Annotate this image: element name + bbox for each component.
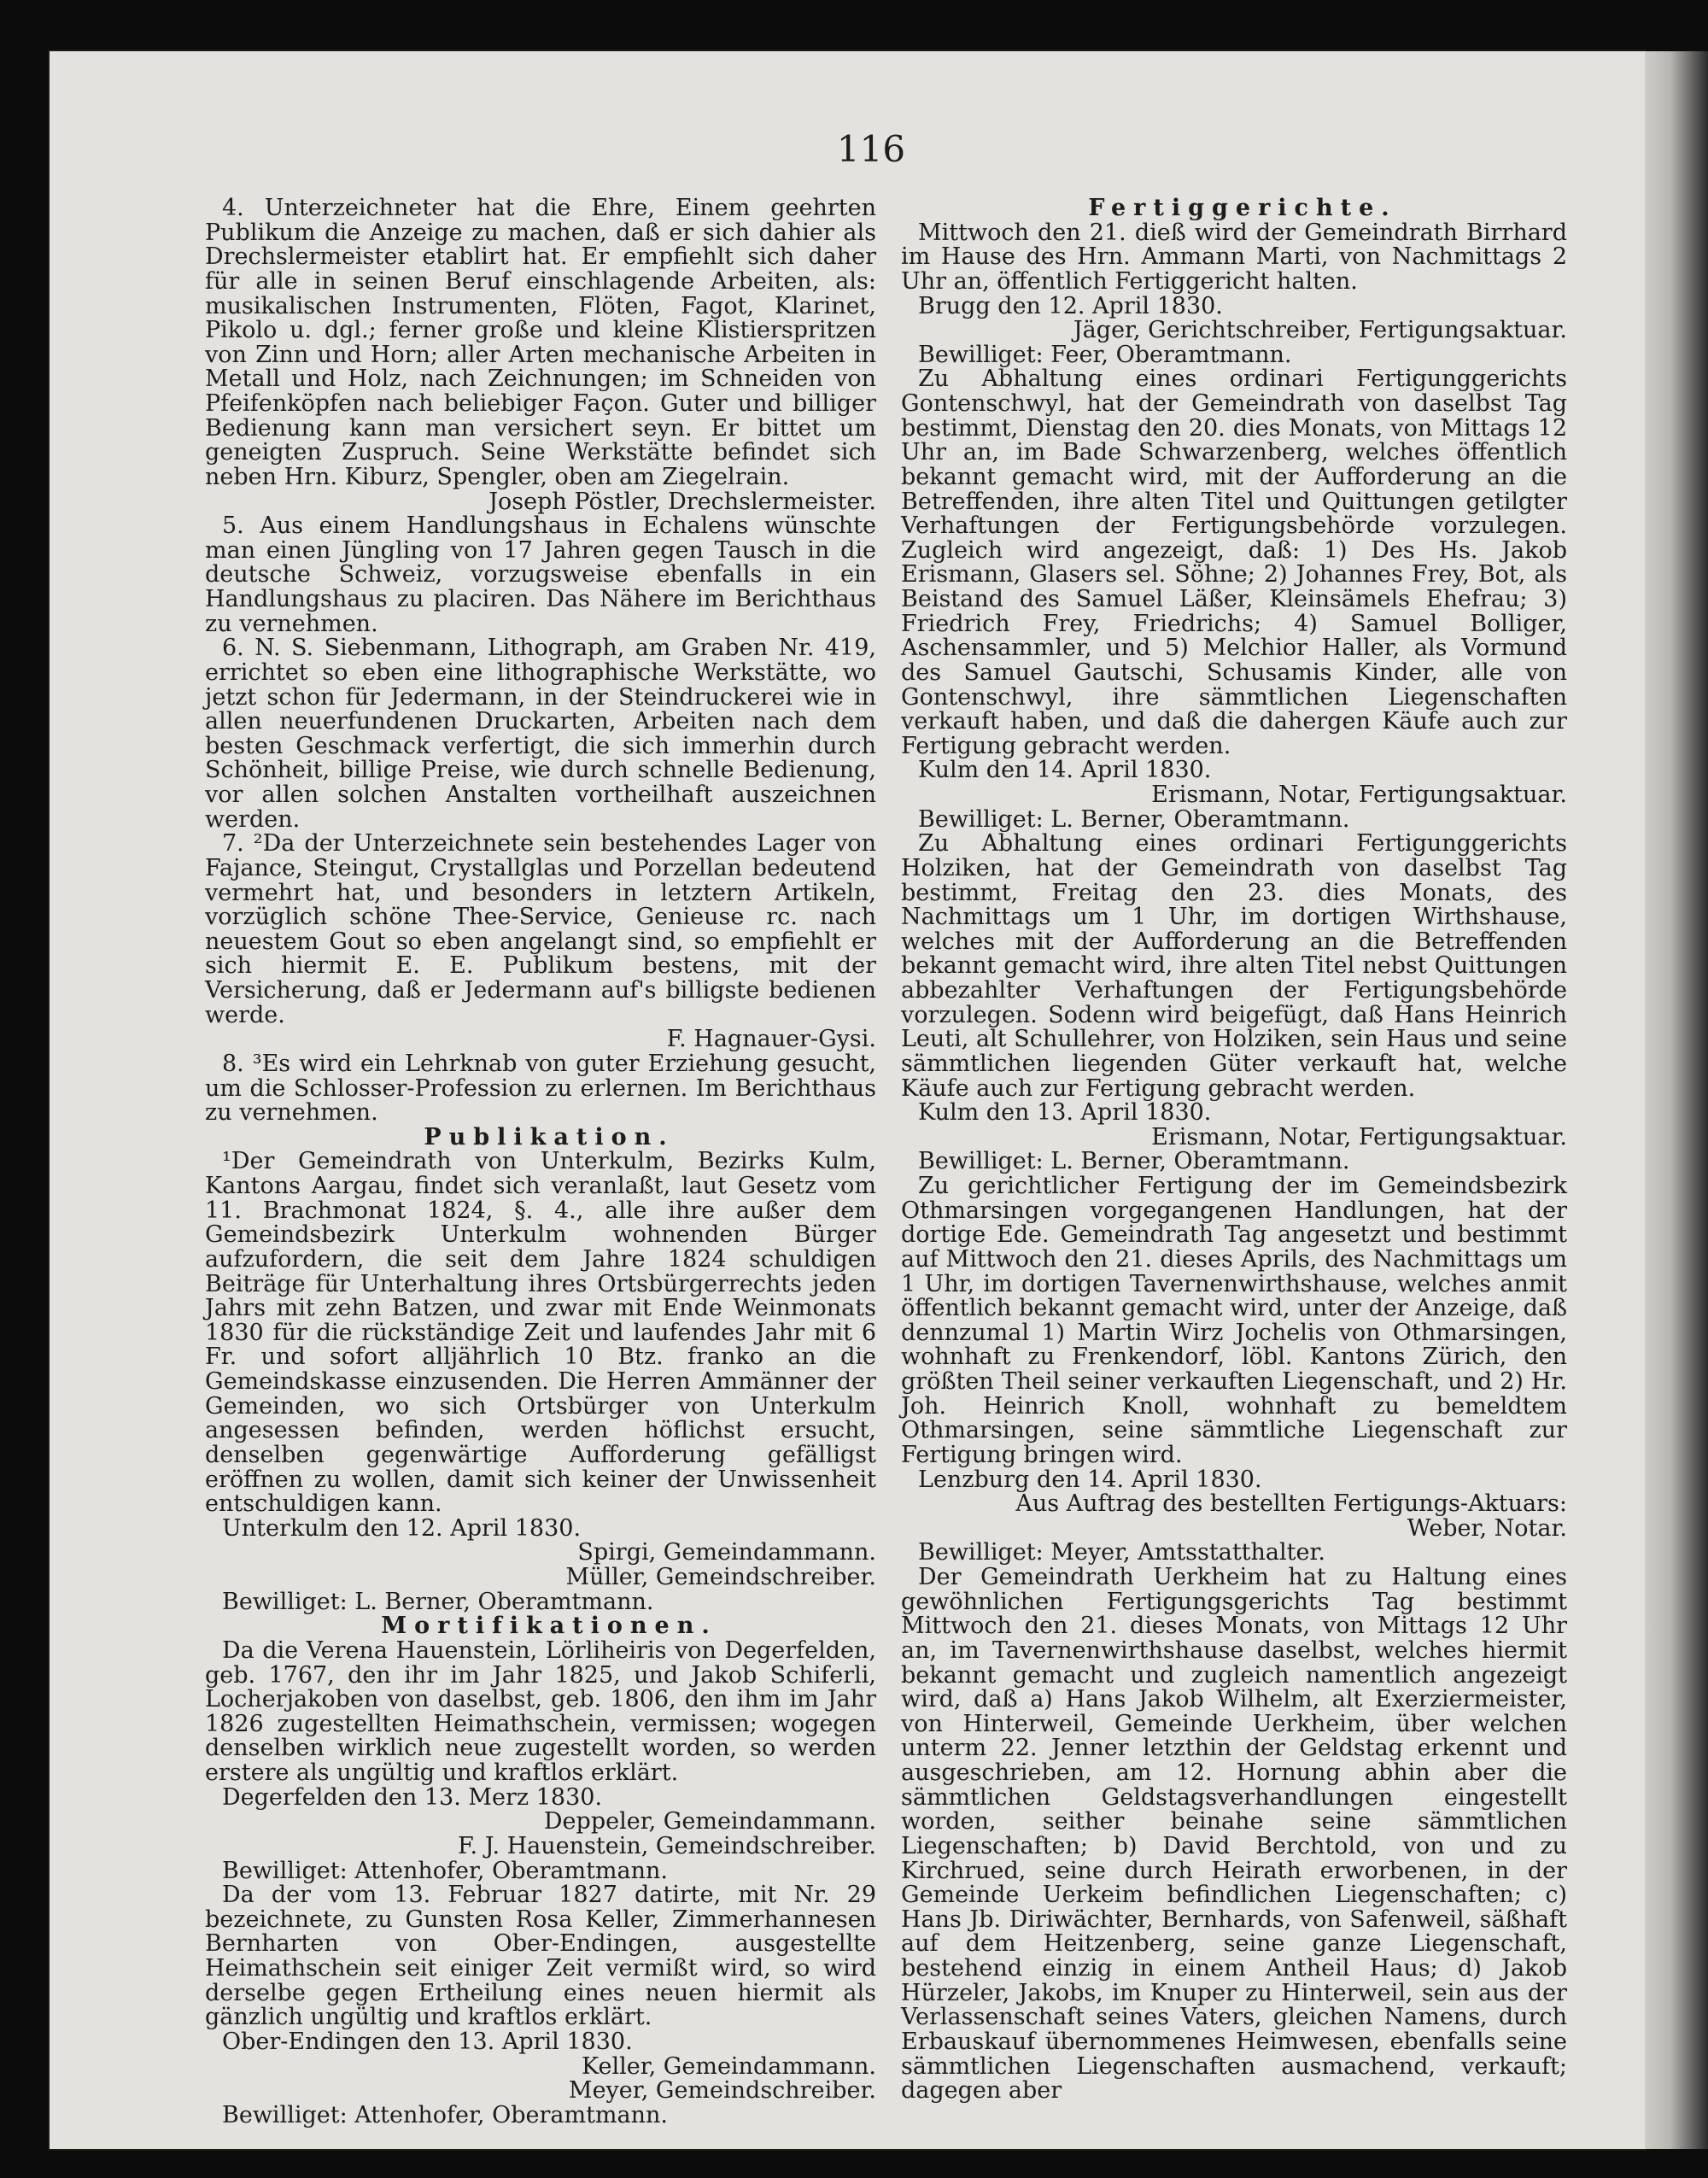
date-line: Brugg den 12. April 1830. [918, 292, 1223, 319]
approval-line: Bewilliget: Attenhofer, Oberamtmann. [222, 2101, 668, 2128]
notice-paragraph: 7. ²Da der Unterzeichnete sein bestehendes Lager von Fajance, Steingut, Crystallglas und Porzellan bedeutend vermehrt hat, und besonders in letztern Artikeln, vorzüglich schöne Thee-Service, Genieuse rc. nach neuestem Gout so eben angelangt sind, so empfiehlt er sich hiermit E. E. Publikum bestens, mit der Versicherung, daß er Jedermann auf's billigste bedienen werde. [205, 830, 876, 1028]
notice-paragraph: Da die Verena Hauenstein, Lörliheiris von Degerfelden, geb. 1767, den ihr im Jahr 1825, und Jakob Schiferli, Locherjakoben von daselbst, geb. 1806, den ihm im Jahr 1826 zugestellten Heimathschein, vermissen; wogegen denselben wirklich neue zugestellt worden, so werden erstere als ungültig und kraftlos erklärt. [205, 1636, 876, 1786]
page-number: 116 [836, 128, 906, 170]
notice-paragraph: Mittwoch den 21. dieß wird der Gemeindrath Birrhard im Hause des Hrn. Ammann Marti, von Nachmittags 2 Uhr an, öffentlich Fertiggericht halten. [901, 219, 1567, 295]
date-line: Kulm den 13. April 1830. [918, 1099, 1212, 1127]
signature-line: Keller, Gemeindammann. [582, 2052, 876, 2080]
date-line: Kulm den 14. April 1830. [918, 757, 1212, 784]
notice-paragraph: Zu gerichtlicher Fertigung der im Gemeindsbezirk Othmarsingen vorgegangenen Handlungen, hat der dortige Ede. Gemeindrath Tag angesetzt und bestimmt auf Mittwoch den 21. dieses Aprils, des Nachmittags um 1 Uhr, im dortigen Tavernenwirthshause, welches anmit öffentlich bekannt gemacht wird, unter der Anzeige, daß dennzumal 1) Martin Wirz Jochelis von Othmarsingen, wohnhaft zu Frenkendorf, löbl. Kantons Zürich, den größten Theil seiner verkauften Liegenschaft, und 2) Hr. Joh. Heinrich Knoll, wohnhaft zu bemeldtem Othmarsingen, seine sämmtliche Liegenschaft zur Fertigung bringen wird. [901, 1173, 1567, 1468]
signature-line: Müller, Gemeindschreiber. [565, 1564, 876, 1590]
notice-paragraph: Da der vom 13. Februar 1827 datirte, mit Nr. 29 bezeichnete, zu Gunsten Rosa Keller, Zimmerhannesen Bernharten von Ober-Endingen, ausgestellte Heimathschein seit einiger Zeit vermißt wird, so wird derselbe gegen Ertheilung eines neuen hiermit als gänzlich ungültig und kraftlos erklärt. [205, 1882, 876, 2031]
approval-line: Bewilliget: L. Berner, Oberamtmann. [222, 1588, 654, 1615]
date-line: Ober-Endingen den 13. April 1830. [222, 2028, 633, 2055]
signature-line: Erismann, Notar, Fertigungsaktuar. [1151, 1123, 1567, 1150]
notice-paragraph: 4. Unterzeichneter hat die Ehre, Einem geehrten Publikum die Anzeige zu machen, daß er sich dahier als Drechslermeister etablirt hat. Er empfiehlt sich daher für alle in seinen Beruf einschlagende Arbeiten, als: musikalischen Instrumenten, Flöten, Fagot, Klarinet, Pikolo u. dgl.; ferner große und kleine Klistierspritzen von Zinn und Horn; aller Arten mechanische Arbeiten in Metall und Holz, nach Zeichnungen; im Schneiden von Pfeifenköpfen nach beliebiger Façon. Guter und billiger Bedienung kann man versichert seyn. Er bittet um geneigten Zuspruch. Seine Werkstätte befindet sich neben Hrn. Kiburz, Spengler, oben am Ziegelrain. [205, 195, 876, 490]
approval-line: Bewilliget: Meyer, Amtsstatthalter. [918, 1539, 1326, 1566]
section-heading: Publikation. [424, 1123, 675, 1150]
approval-line: Bewilliget: L. Berner, Oberamtmann. [918, 1148, 1350, 1175]
signature-line: F. Hagnauer-Gysi. [666, 1026, 876, 1053]
section-heading: Mortifikationen. [381, 1613, 717, 1640]
notice-paragraph: Zu Abhaltung eines ordinari Fertigunggerichts Holziken, hat der Gemeindrath von daselbst Tag bestimmt, Freitag den 23. dies Monats, des Nachmittags um 1 Uhr, im dortigen Wirthshause, welches mit der Aufforderung an die Betreffenden bekannt gemacht wird, ihre alten Titel nebst Quittungen abbezahlter Verhaftungen der Fertigungsbehörde vorzulegen. Sodenn wird beigefügt, daß Hans Heinrich Leuti, alt Schullehrer, von Holziken, sein Haus und seine sämmtlichen liegenden Güter verkauft hat, welche Käufe auch zur Fertigung gebracht werden. [901, 830, 1567, 1102]
page-edge-shadow [1645, 51, 1708, 2149]
date-line: Degerfelden den 13. Merz 1830. [222, 1783, 603, 1811]
notice-paragraph: Der Gemeindrath Uerkheim hat zu Haltung eines gewöhnlichen Fertigungsgerichts Tag bestimmt Mittwoch den 21. dieses Monats, von Mittags 12 Uhr an, im Tavernenwirthshause daselbst, welches hiermit bekannt gemacht und zugleich namentlich angezeigt wird, daß a) Hans Jakob Wilhelm, alt Exerziermeister, von Hinterweil, Gemeinde Uerkheim, über welchen unterm 22. Jenner letzthin der Geldstag erkennt und ausgeschrieben, am 12. Hornung abhin aber die sämmtlichen Geldstagsverhandlungen eingestellt worden, seither beinahe seine sämmtlichen Liegenschaften; b) David Berchtold, von und zu Kirchrued, seine durch Heirath erworbenen, in der Gemeinde Uerkeim befindlichen Liegenschaften; c) Hans Jb. Diriwächter, Bernhards, von Safenweil, säßhaft auf dem Heitzenberg, seine ganze Liegenschaft, bestehend einzig in einem Antheil Haus; d) Jakob Hürzeler, Jakobs, im Knuper zu Hinterweil, sein aus der Verlassenschaft seines Vaters, gleichen Namens, durch Erbauskauf übernommenes Heimwesen, ebenfalls seine sämmtlichen Liegenschaften ausmachend, verkauft; dagegen aber [901, 1564, 1567, 2105]
right-column [901, 196, 1567, 2104]
signature-line: Aus Auftrag des bestellten Fertigungs-Aktuars: [1015, 1490, 1567, 1518]
notice-paragraph: Zu Abhaltung eines ordinari Fertigunggerichts Gontenschwyl, hat der Gemeindrath von daselbst Tag bestimmt, Dienstag den 20. dies Monats, von Mittags 12 Uhr an, im Bade Schwarzenberg, welches öffentlich bekannt gemacht wird, mit der Aufforderung an die Betreffenden, ihre alten Titel und Quittungen getilgter Verhaftungen der Fertigungsbehörde vorzulegen. Zugleich wird angezeigt, daß: 1) Des Hs. Jakob Erismann, Glasers sel. Söhne; 2) Johannes Frey, Bot, als Beistand des Samuel Läßer, Kleinsämels Ehefrau; 3) Friedrich Frey, Friedrichs; 4) Samuel Bolliger, Aschensammler, und 5) Melchior Haller, als Vormund des Samuel Gautschi, Schusamis Kinder, alle von Gontenschwyl, ihre sämmtlichen Liegenschaften verkauft haben, und daß die dahergen Käufe auch zur Fertigung gebracht werden. [901, 366, 1567, 759]
signature-line: Weber, Notar. [1407, 1514, 1567, 1542]
left-column [205, 196, 876, 2128]
signature-line: Deppeler, Gemeindammann. [543, 1808, 876, 1835]
approval-line: Bewilliget: Feer, Oberamtmann. [918, 341, 1292, 368]
notice-paragraph: 6. N. S. Siebenmann, Lithograph, am Graben Nr. 419, errichtet so eben eine lithographische Werkstätte, wo jetzt schon für Jedermann, in der Steindruckerei wie in allen neuerfundenen Druckarten, Arbeiten nach dem besten Geschmack verfertigt, die sich immerhin durch Schönheit, billige Preise, wie durch schnelle Bedienung, vor allen solchen Anstalten vortheilhaft auszeichnen werden. [205, 635, 876, 833]
signature-line: Meyer, Gemeindschreiber. [568, 2077, 876, 2105]
section-heading: Fertiggerichte. [1088, 195, 1397, 221]
notice-paragraph: 8. ³Es wird ein Lehrknab von guter Erziehung gesucht, um die Schlosser-Profession zu erlernen. Im Berichthaus zu vernehmen. [205, 1050, 876, 1127]
signature-line: Joseph Pöstler, Drechslermeister. [488, 488, 876, 515]
approval-line: Bewilliget: Attenhofer, Oberamtmann. [222, 1857, 668, 1884]
signature-line: Jäger, Gerichtschreiber, Fertigungsaktuar. [1073, 317, 1567, 344]
notice-paragraph: 5. Aus einem Handlungshaus in Echalens wünschte man einen Jüngling von 17 Jahren gegen Tausch in die deutsche Schweiz, vorzugsweise ebenfalls in ein Handlungshaus zu placiren. Das Nähere im Berichthaus zu vernehmen. [205, 512, 876, 637]
notice-paragraph: ¹Der Gemeindrath von Unterkulm, Bezirks Kulm, Kantons Aargau, findet sich veranlaßt, laut Gesetz vom 11. Brachmonat 1824, §. 4., alle ihre außer dem Gemeindsbezirk Unterkulm wohnenden Bürger aufzufordern, die seit dem Jahre 1824 schuldigen Beiträge für Unterhaltung ihres Ortsbürgerrechts jeden Jahrs mit zehn Batzen, und zwar mit Ende Weinmonats 1830 für die rückständige Zeit und laufendes Jahr mit 6 Fr. und sofort alljährlich 10 Btz. franko an die Gemeindskasse einzusenden. Die Herren Ammänner der Gemeinden, wo sich Ortsbürger von Unterkulm angesessen befinden, werden höflichst ersucht, denselben gegenwärtige Aufforderung gefälligst eröffnen zu wollen, damit sich keiner der Unwissenheit entschuldigen kann. [205, 1148, 876, 1518]
approval-line: Bewilliget: L. Berner, Oberamtmann. [918, 805, 1350, 833]
signature-line: F. J. Hauenstein, Gemeindschreiber. [458, 1832, 876, 1859]
signature-line: Erismann, Notar, Fertigungsaktuar. [1151, 782, 1567, 808]
date-line: Lenzburg den 14. April 1830. [918, 1466, 1262, 1493]
date-line: Unterkulm den 12. April 1830. [222, 1514, 582, 1542]
signature-line: Spirgi, Gemeindammann. [577, 1539, 876, 1566]
